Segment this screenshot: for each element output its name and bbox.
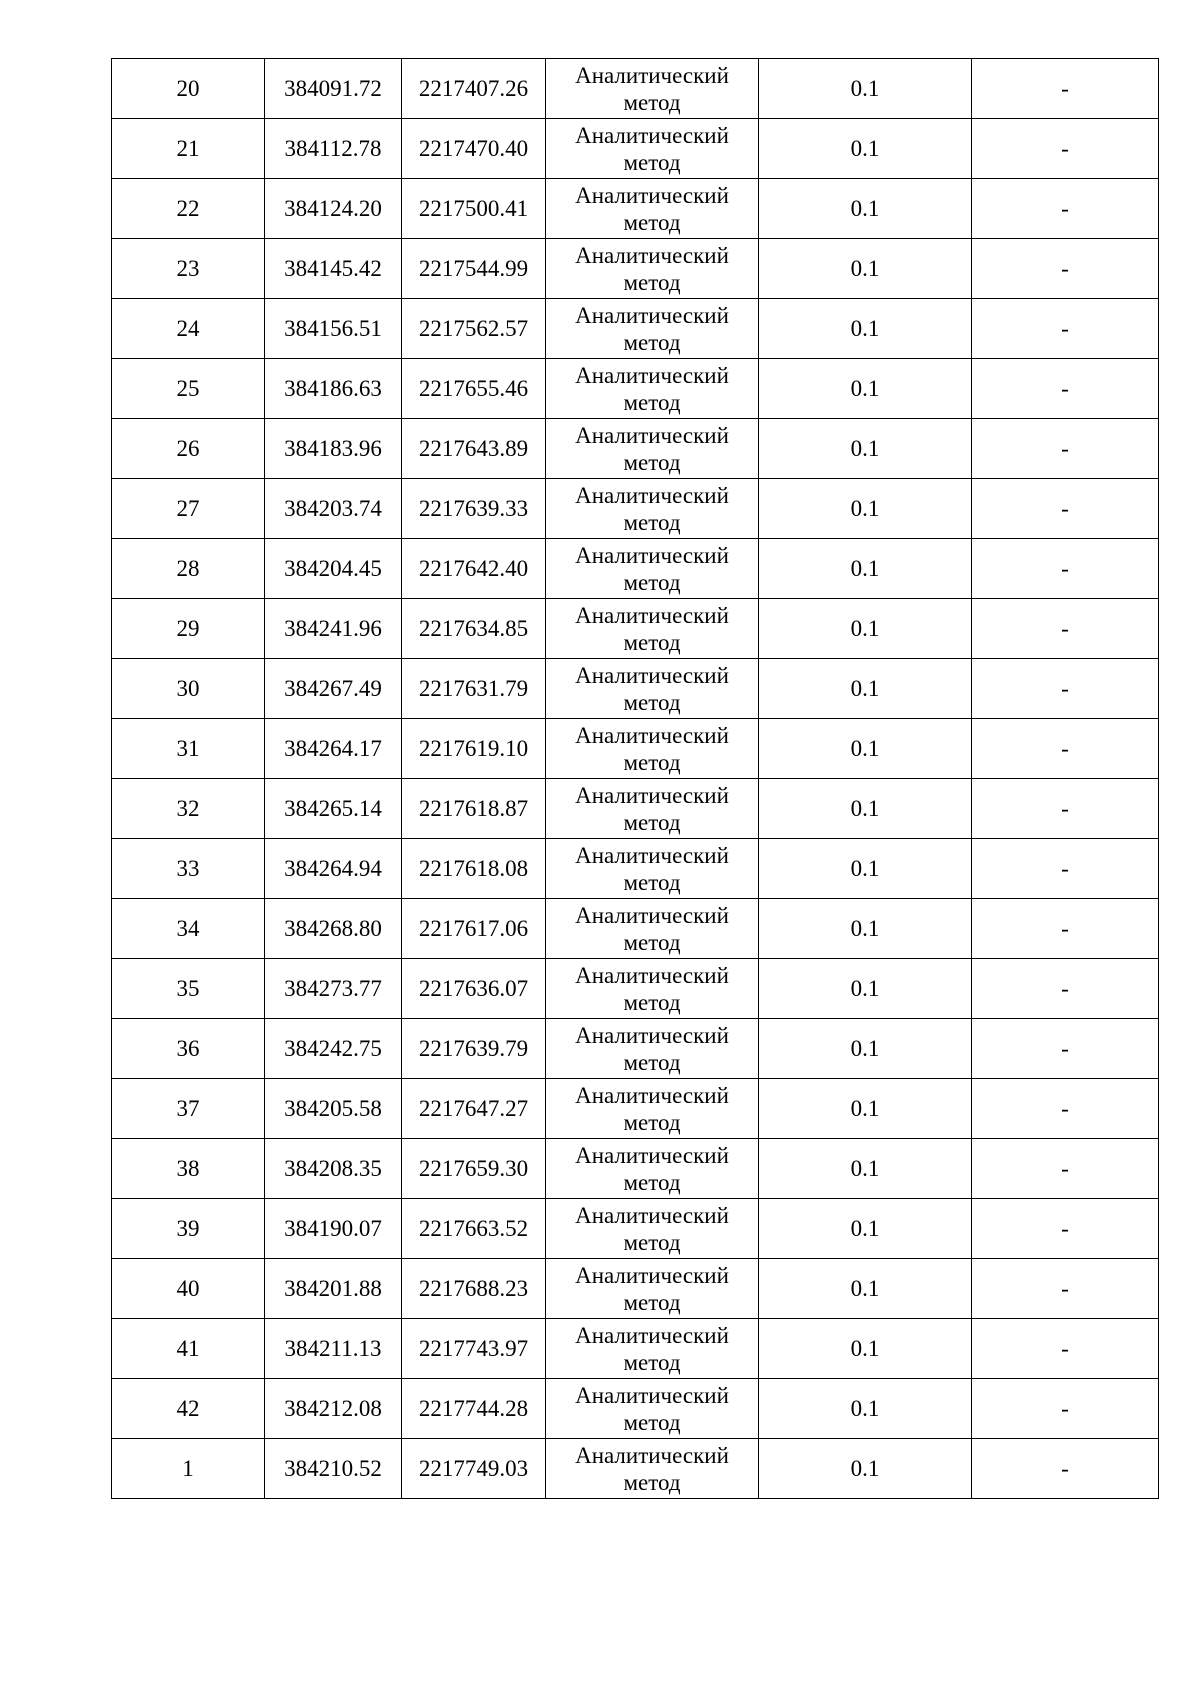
point-number-cell: 31 — [112, 719, 265, 779]
method-line-2: метод — [623, 509, 681, 535]
table-row — [112, 959, 1159, 1019]
note-cell: - — [972, 239, 1159, 299]
method-line-1: Аналитический — [575, 1322, 729, 1348]
y-coordinate-cell: 2217642.40 — [402, 539, 546, 599]
x-coordinate-cell: 384205.58 — [265, 1079, 402, 1139]
note-cell: - — [972, 1199, 1159, 1259]
method-line-2: метод — [623, 1349, 681, 1375]
y-coordinate-cell: 2217744.28 — [402, 1379, 546, 1439]
method-cell — [546, 119, 759, 179]
y-coordinate-cell: 2217617.06 — [402, 899, 546, 959]
method-line-2: метод — [623, 1469, 681, 1495]
method-line-2: метод — [623, 869, 681, 895]
x-coordinate-cell: 384268.80 — [265, 899, 402, 959]
method-line-1: Аналитический — [575, 1442, 729, 1468]
y-coordinate-cell: 2217407.26 — [402, 59, 546, 119]
method-line-2: метод — [623, 329, 681, 355]
method-line-2: метод — [623, 1049, 681, 1075]
x-coordinate-cell: 384208.35 — [265, 1139, 402, 1199]
point-number-cell: 37 — [112, 1079, 265, 1139]
method-cell — [546, 59, 759, 119]
note-cell: - — [972, 1019, 1159, 1079]
x-coordinate-cell: 384112.78 — [265, 119, 402, 179]
accuracy-cell: 0.1 — [759, 179, 972, 239]
method-line-2: метод — [623, 929, 681, 955]
method-cell — [546, 1439, 759, 1499]
accuracy-cell: 0.1 — [759, 719, 972, 779]
x-coordinate-cell: 384124.20 — [265, 179, 402, 239]
x-coordinate-cell: 384186.63 — [265, 359, 402, 419]
table-row — [112, 599, 1159, 659]
method-line-1: Аналитический — [575, 662, 729, 688]
note-cell: - — [972, 179, 1159, 239]
method-line-2: метод — [623, 569, 681, 595]
x-coordinate-cell: 384201.88 — [265, 1259, 402, 1319]
table-row — [112, 119, 1159, 179]
note-cell: - — [972, 959, 1159, 1019]
method-cell — [546, 1199, 759, 1259]
x-coordinate-cell: 384156.51 — [265, 299, 402, 359]
table-row — [112, 1019, 1159, 1079]
method-line-1: Аналитический — [575, 422, 729, 448]
accuracy-cell: 0.1 — [759, 239, 972, 299]
accuracy-cell: 0.1 — [759, 659, 972, 719]
point-number-cell: 39 — [112, 1199, 265, 1259]
method-line-1: Аналитический — [575, 782, 729, 808]
note-cell: - — [972, 1139, 1159, 1199]
note-cell: - — [972, 899, 1159, 959]
table-row — [112, 179, 1159, 239]
note-cell: - — [972, 1379, 1159, 1439]
y-coordinate-cell: 2217647.27 — [402, 1079, 546, 1139]
note-cell: - — [972, 539, 1159, 599]
method-line-1: Аналитический — [575, 1382, 729, 1408]
method-line-1: Аналитический — [575, 602, 729, 628]
point-number-cell: 27 — [112, 479, 265, 539]
method-cell — [546, 179, 759, 239]
accuracy-cell: 0.1 — [759, 479, 972, 539]
method-cell — [546, 599, 759, 659]
y-coordinate-cell: 2217544.99 — [402, 239, 546, 299]
method-cell — [546, 959, 759, 1019]
accuracy-cell: 0.1 — [759, 1379, 972, 1439]
method-line-2: метод — [623, 1109, 681, 1135]
method-cell — [546, 839, 759, 899]
method-cell — [546, 359, 759, 419]
method-line-1: Аналитический — [575, 842, 729, 868]
method-cell — [546, 239, 759, 299]
note-cell: - — [972, 599, 1159, 659]
table-row — [112, 839, 1159, 899]
y-coordinate-cell: 2217500.41 — [402, 179, 546, 239]
x-coordinate-cell: 384190.07 — [265, 1199, 402, 1259]
accuracy-cell: 0.1 — [759, 119, 972, 179]
method-cell — [546, 419, 759, 479]
accuracy-cell: 0.1 — [759, 59, 972, 119]
y-coordinate-cell: 2217688.23 — [402, 1259, 546, 1319]
x-coordinate-cell: 384265.14 — [265, 779, 402, 839]
accuracy-cell: 0.1 — [759, 1139, 972, 1199]
accuracy-cell: 0.1 — [759, 1079, 972, 1139]
point-number-cell: 33 — [112, 839, 265, 899]
accuracy-cell: 0.1 — [759, 1019, 972, 1079]
note-cell: - — [972, 1259, 1159, 1319]
method-line-1: Аналитический — [575, 122, 729, 148]
method-cell — [546, 1259, 759, 1319]
accuracy-cell: 0.1 — [759, 1439, 972, 1499]
method-line-2: метод — [623, 1229, 681, 1255]
point-number-cell: 24 — [112, 299, 265, 359]
accuracy-cell: 0.1 — [759, 899, 972, 959]
point-number-cell: 30 — [112, 659, 265, 719]
method-line-1: Аналитический — [575, 1142, 729, 1168]
method-line-2: метод — [623, 809, 681, 835]
x-coordinate-cell: 384210.52 — [265, 1439, 402, 1499]
x-coordinate-cell: 384203.74 — [265, 479, 402, 539]
point-number-cell: 42 — [112, 1379, 265, 1439]
note-cell: - — [972, 1079, 1159, 1139]
method-cell — [546, 1379, 759, 1439]
table-row — [112, 1439, 1159, 1499]
accuracy-cell: 0.1 — [759, 1259, 972, 1319]
method-line-2: метод — [623, 1169, 681, 1195]
point-number-cell: 28 — [112, 539, 265, 599]
x-coordinate-cell: 384267.49 — [265, 659, 402, 719]
note-cell: - — [972, 479, 1159, 539]
x-coordinate-cell: 384145.42 — [265, 239, 402, 299]
y-coordinate-cell: 2217643.89 — [402, 419, 546, 479]
note-cell: - — [972, 1319, 1159, 1379]
note-cell: - — [972, 659, 1159, 719]
method-line-2: метод — [623, 1409, 681, 1435]
accuracy-cell: 0.1 — [759, 1319, 972, 1379]
accuracy-cell: 0.1 — [759, 359, 972, 419]
point-number-cell: 34 — [112, 899, 265, 959]
table-row — [112, 1079, 1159, 1139]
x-coordinate-cell: 384242.75 — [265, 1019, 402, 1079]
method-line-2: метод — [623, 629, 681, 655]
x-coordinate-cell: 384211.13 — [265, 1319, 402, 1379]
table-row — [112, 59, 1159, 119]
table-row — [112, 779, 1159, 839]
note-cell: - — [972, 779, 1159, 839]
table-body — [112, 59, 1159, 1499]
accuracy-cell: 0.1 — [759, 1199, 972, 1259]
method-line-2: метод — [623, 389, 681, 415]
table-row — [112, 1319, 1159, 1379]
method-cell — [546, 1019, 759, 1079]
y-coordinate-cell: 2217618.08 — [402, 839, 546, 899]
y-coordinate-cell: 2217639.79 — [402, 1019, 546, 1079]
point-number-cell: 23 — [112, 239, 265, 299]
x-coordinate-cell: 384241.96 — [265, 599, 402, 659]
method-line-1: Аналитический — [575, 1082, 729, 1108]
x-coordinate-cell: 384212.08 — [265, 1379, 402, 1439]
table-row — [112, 1379, 1159, 1439]
method-line-2: метод — [623, 89, 681, 115]
method-line-2: метод — [623, 749, 681, 775]
point-number-cell: 26 — [112, 419, 265, 479]
table-row — [112, 359, 1159, 419]
y-coordinate-cell: 2217743.97 — [402, 1319, 546, 1379]
method-line-1: Аналитический — [575, 362, 729, 388]
method-line-1: Аналитический — [575, 542, 729, 568]
method-line-1: Аналитический — [575, 1202, 729, 1228]
x-coordinate-cell: 384204.45 — [265, 539, 402, 599]
y-coordinate-cell: 2217639.33 — [402, 479, 546, 539]
x-coordinate-cell: 384264.17 — [265, 719, 402, 779]
method-line-1: Аналитический — [575, 242, 729, 268]
method-line-1: Аналитический — [575, 302, 729, 328]
method-line-2: метод — [623, 449, 681, 475]
method-cell — [546, 899, 759, 959]
note-cell: - — [972, 59, 1159, 119]
accuracy-cell: 0.1 — [759, 839, 972, 899]
table-row — [112, 419, 1159, 479]
method-cell — [546, 779, 759, 839]
method-line-2: метод — [623, 1289, 681, 1315]
accuracy-cell: 0.1 — [759, 779, 972, 839]
y-coordinate-cell: 2217618.87 — [402, 779, 546, 839]
method-cell — [546, 719, 759, 779]
method-line-1: Аналитический — [575, 902, 729, 928]
method-line-1: Аналитический — [575, 62, 729, 88]
method-line-1: Аналитический — [575, 482, 729, 508]
table-row — [112, 659, 1159, 719]
table-row — [112, 899, 1159, 959]
method-line-1: Аналитический — [575, 182, 729, 208]
y-coordinate-cell: 2217749.03 — [402, 1439, 546, 1499]
table-row — [112, 1259, 1159, 1319]
method-cell — [546, 1319, 759, 1379]
note-cell: - — [972, 419, 1159, 479]
method-line-2: метод — [623, 989, 681, 1015]
method-line-2: метод — [623, 149, 681, 175]
method-line-1: Аналитический — [575, 1022, 729, 1048]
table-row — [112, 1139, 1159, 1199]
note-cell: - — [972, 299, 1159, 359]
x-coordinate-cell: 384091.72 — [265, 59, 402, 119]
method-line-2: метод — [623, 209, 681, 235]
x-coordinate-cell: 384273.77 — [265, 959, 402, 1019]
x-coordinate-cell: 384183.96 — [265, 419, 402, 479]
method-cell — [546, 539, 759, 599]
point-number-cell: 29 — [112, 599, 265, 659]
y-coordinate-cell: 2217470.40 — [402, 119, 546, 179]
coordinates-table — [111, 58, 1159, 1499]
table-row — [112, 1199, 1159, 1259]
y-coordinate-cell: 2217655.46 — [402, 359, 546, 419]
y-coordinate-cell: 2217659.30 — [402, 1139, 546, 1199]
table-row — [112, 719, 1159, 779]
point-number-cell: 35 — [112, 959, 265, 1019]
method-line-1: Аналитический — [575, 1262, 729, 1288]
point-number-cell: 36 — [112, 1019, 265, 1079]
method-cell — [546, 479, 759, 539]
note-cell: - — [972, 359, 1159, 419]
accuracy-cell: 0.1 — [759, 959, 972, 1019]
y-coordinate-cell: 2217636.07 — [402, 959, 546, 1019]
note-cell: - — [972, 719, 1159, 779]
accuracy-cell: 0.1 — [759, 539, 972, 599]
method-line-2: метод — [623, 689, 681, 715]
x-coordinate-cell: 384264.94 — [265, 839, 402, 899]
method-line-1: Аналитический — [575, 722, 729, 748]
y-coordinate-cell: 2217663.52 — [402, 1199, 546, 1259]
point-number-cell: 38 — [112, 1139, 265, 1199]
point-number-cell: 40 — [112, 1259, 265, 1319]
table-row — [112, 479, 1159, 539]
point-number-cell: 20 — [112, 59, 265, 119]
accuracy-cell: 0.1 — [759, 419, 972, 479]
point-number-cell: 21 — [112, 119, 265, 179]
method-cell — [546, 1079, 759, 1139]
method-line-2: метод — [623, 269, 681, 295]
y-coordinate-cell: 2217631.79 — [402, 659, 546, 719]
table-row — [112, 539, 1159, 599]
method-cell — [546, 1139, 759, 1199]
table-row — [112, 239, 1159, 299]
note-cell: - — [972, 839, 1159, 899]
y-coordinate-cell: 2217634.85 — [402, 599, 546, 659]
table-row — [112, 299, 1159, 359]
accuracy-cell: 0.1 — [759, 299, 972, 359]
point-number-cell: 32 — [112, 779, 265, 839]
point-number-cell: 41 — [112, 1319, 265, 1379]
note-cell: - — [972, 1439, 1159, 1499]
point-number-cell: 1 — [112, 1439, 265, 1499]
note-cell: - — [972, 119, 1159, 179]
accuracy-cell: 0.1 — [759, 599, 972, 659]
y-coordinate-cell: 2217619.10 — [402, 719, 546, 779]
method-line-1: Аналитический — [575, 962, 729, 988]
method-cell — [546, 659, 759, 719]
y-coordinate-cell: 2217562.57 — [402, 299, 546, 359]
point-number-cell: 22 — [112, 179, 265, 239]
point-number-cell: 25 — [112, 359, 265, 419]
method-cell — [546, 299, 759, 359]
